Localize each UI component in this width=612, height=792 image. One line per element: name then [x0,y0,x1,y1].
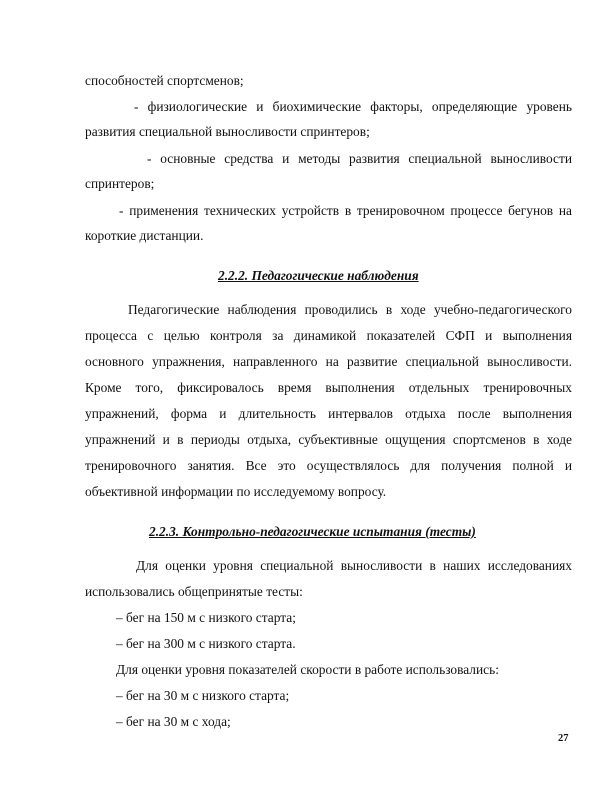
list-item: – бег на 30 м с хода; [116,714,231,729]
paragraph-line: процесса с целью контроля за динамикой показателей СФП и выполнения [85,328,572,343]
section-heading: 2.2.2. Педагогические наблюдения [218,268,419,283]
paragraph-line: тренировочного занятия. Все это осуществлялось для получения полной и [85,458,572,473]
text-line: способностей спортсменов; [85,73,244,88]
text-line: короткие дистанции. [85,228,204,243]
paragraph-line: основного упражнения, направленного на развитие специальной выносливости. [85,354,572,369]
paragraph-line: Для оценки уровня показателей скорости в работе использовались: [116,662,499,677]
paragraph-line: объективной информации по исследуемому вопросу. [85,484,387,499]
paragraph-line: использовались общепринятые тесты: [85,584,303,599]
paragraph-line: Для оценки уровня специальной выносливости в наших исследованиях [136,558,572,573]
paragraph-line: упражнений и в периоды отдыха, субъективные ощущения спортсменов в ходе [85,432,572,447]
list-item: – бег на 150 м с низкого старта; [116,610,296,625]
list-item: - физиологические и биохимические факторы, определяющие уровень [134,99,572,114]
paragraph-line: Педагогические наблюдения проводились в ходе учебно-педагогического [128,302,572,317]
list-item: – бег на 300 м с низкого старта. [116,636,296,651]
list-item: - основные средства и методы развития специальной выносливости [147,151,572,166]
paragraph-line: Кроме того, фиксировалось время выполнения отдельных тренировочных [85,380,572,395]
list-item: - применения технических устройств в тренировочном процессе бегунов на [119,203,572,218]
list-item: – бег на 30 м с низкого старта; [116,688,290,703]
page-number: 27 [558,733,569,744]
paragraph-line: упражнений, форма и длительность интервалов отдыха после выполнения [85,406,572,421]
text-line: спринтеров; [85,176,155,191]
section-heading: 2.2.3. Контрольно-педагогические испытания (тесты) [149,524,476,539]
text-line: развития специальной выносливости спринтеров; [85,124,370,139]
